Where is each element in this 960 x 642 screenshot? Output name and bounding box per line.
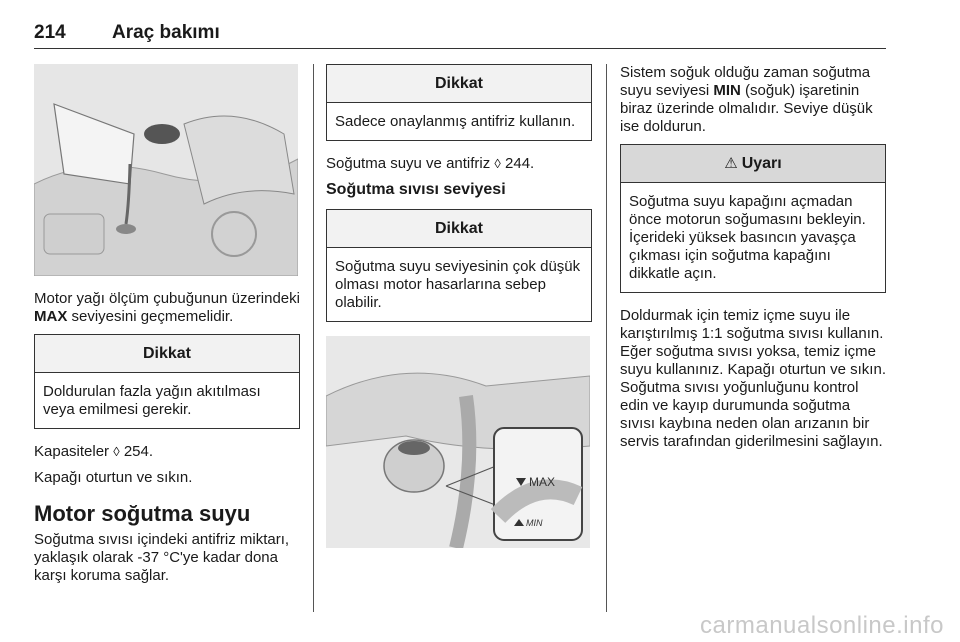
caution-title: Dikkat [35, 335, 299, 373]
min-mark: MIN [526, 518, 543, 528]
engine-oil-illustration [34, 64, 298, 276]
page-header [34, 22, 886, 49]
column-right [620, 64, 886, 459]
fill-instructions: Doldurmak için temiz içme suyu ile karıştırılmış 1:1 soğutma sıvısı kullanın. Eğer soğutma sıvısı yoksa, temiz içme suyu kullanınız. Kapağı oturtun ve sıkın. Soğutma sıvısı yoğunluğunu kontrol edin ve kayıp durumunda soğutma sıvısı kaybına neden olan arızanın bir servis tarafından giderilmesini sağlayın. [620, 307, 886, 450]
page-number: 214 [34, 22, 66, 43]
page-ref-icon: ◊ [494, 156, 501, 171]
caution-box [326, 64, 592, 141]
warning-body: Soğutma suyu kapağını açmadan önce motorun soğumasını bekleyin. İçerideki yüksek basıncın yavaşça çıkması için soğutma kapağını dikkatle açın. [629, 193, 866, 282]
section-heading: Motor soğutma suyu [34, 501, 251, 526]
capacity-ref[interactable]: Kapasiteler ◊ 254. [34, 443, 154, 460]
antifreeze-ref[interactable]: Soğutma suyu ve antifriz ◊ 244. [326, 155, 535, 172]
caution-title: Dikkat [327, 65, 591, 103]
caution-body: Sadece onaylanmış antifriz kullanın. [335, 113, 576, 130]
column-divider [606, 64, 607, 612]
oil-max-text: Motor yağı ölçüm çubuğunun üzerindeki MAX seviyesini geçmemelidir. [34, 290, 300, 325]
column-middle [326, 64, 592, 548]
coolant-tank-drawing [326, 336, 590, 548]
level-text: Sistem soğuk olduğu zaman soğutma suyu seviyesi MIN (soğuk) işaretinin biraz üzerinde olmalıdır. Seviye düşük ise doldurun. [620, 64, 873, 135]
warning-title: ⚠ Uyarı [621, 145, 885, 183]
warning-box [620, 144, 886, 293]
min-label: MIN [713, 82, 741, 99]
section-title: Araç bakımı [112, 22, 220, 43]
coolant-intro-text: Soğutma sıvısı içindeki antifriz miktarı, yaklaşık olarak -37 °C'ye kadar dona karşı koruma sağlar. [34, 531, 290, 584]
coolant-tank-illustration [326, 336, 590, 548]
oil-cap-icon [144, 124, 180, 144]
page-ref-icon: ◊ [113, 444, 120, 459]
caution-title: Dikkat [327, 210, 591, 248]
column-divider [313, 64, 314, 612]
watermark: carmanualsonline.info [700, 612, 944, 639]
caution-box [34, 334, 300, 429]
column-left [34, 64, 300, 593]
caution-body: Soğutma suyu seviyesinin çok düşük olması motor hasarlarına sebep olabilir. [335, 258, 581, 311]
warning-triangle-icon: ⚠ [724, 155, 738, 172]
max-label: MAX [34, 308, 68, 325]
max-mark: MAX [529, 475, 556, 489]
caution-body: Doldurulan fazla yağın akıtılması veya emilmesi gerekir. [43, 383, 261, 418]
oil-fill-drawing [34, 64, 298, 276]
caution-box [326, 209, 592, 322]
close-cap-text: Kapağı oturtun ve sıkın. [34, 469, 193, 486]
subsection-heading: Soğutma sıvısı seviyesi [326, 181, 506, 198]
